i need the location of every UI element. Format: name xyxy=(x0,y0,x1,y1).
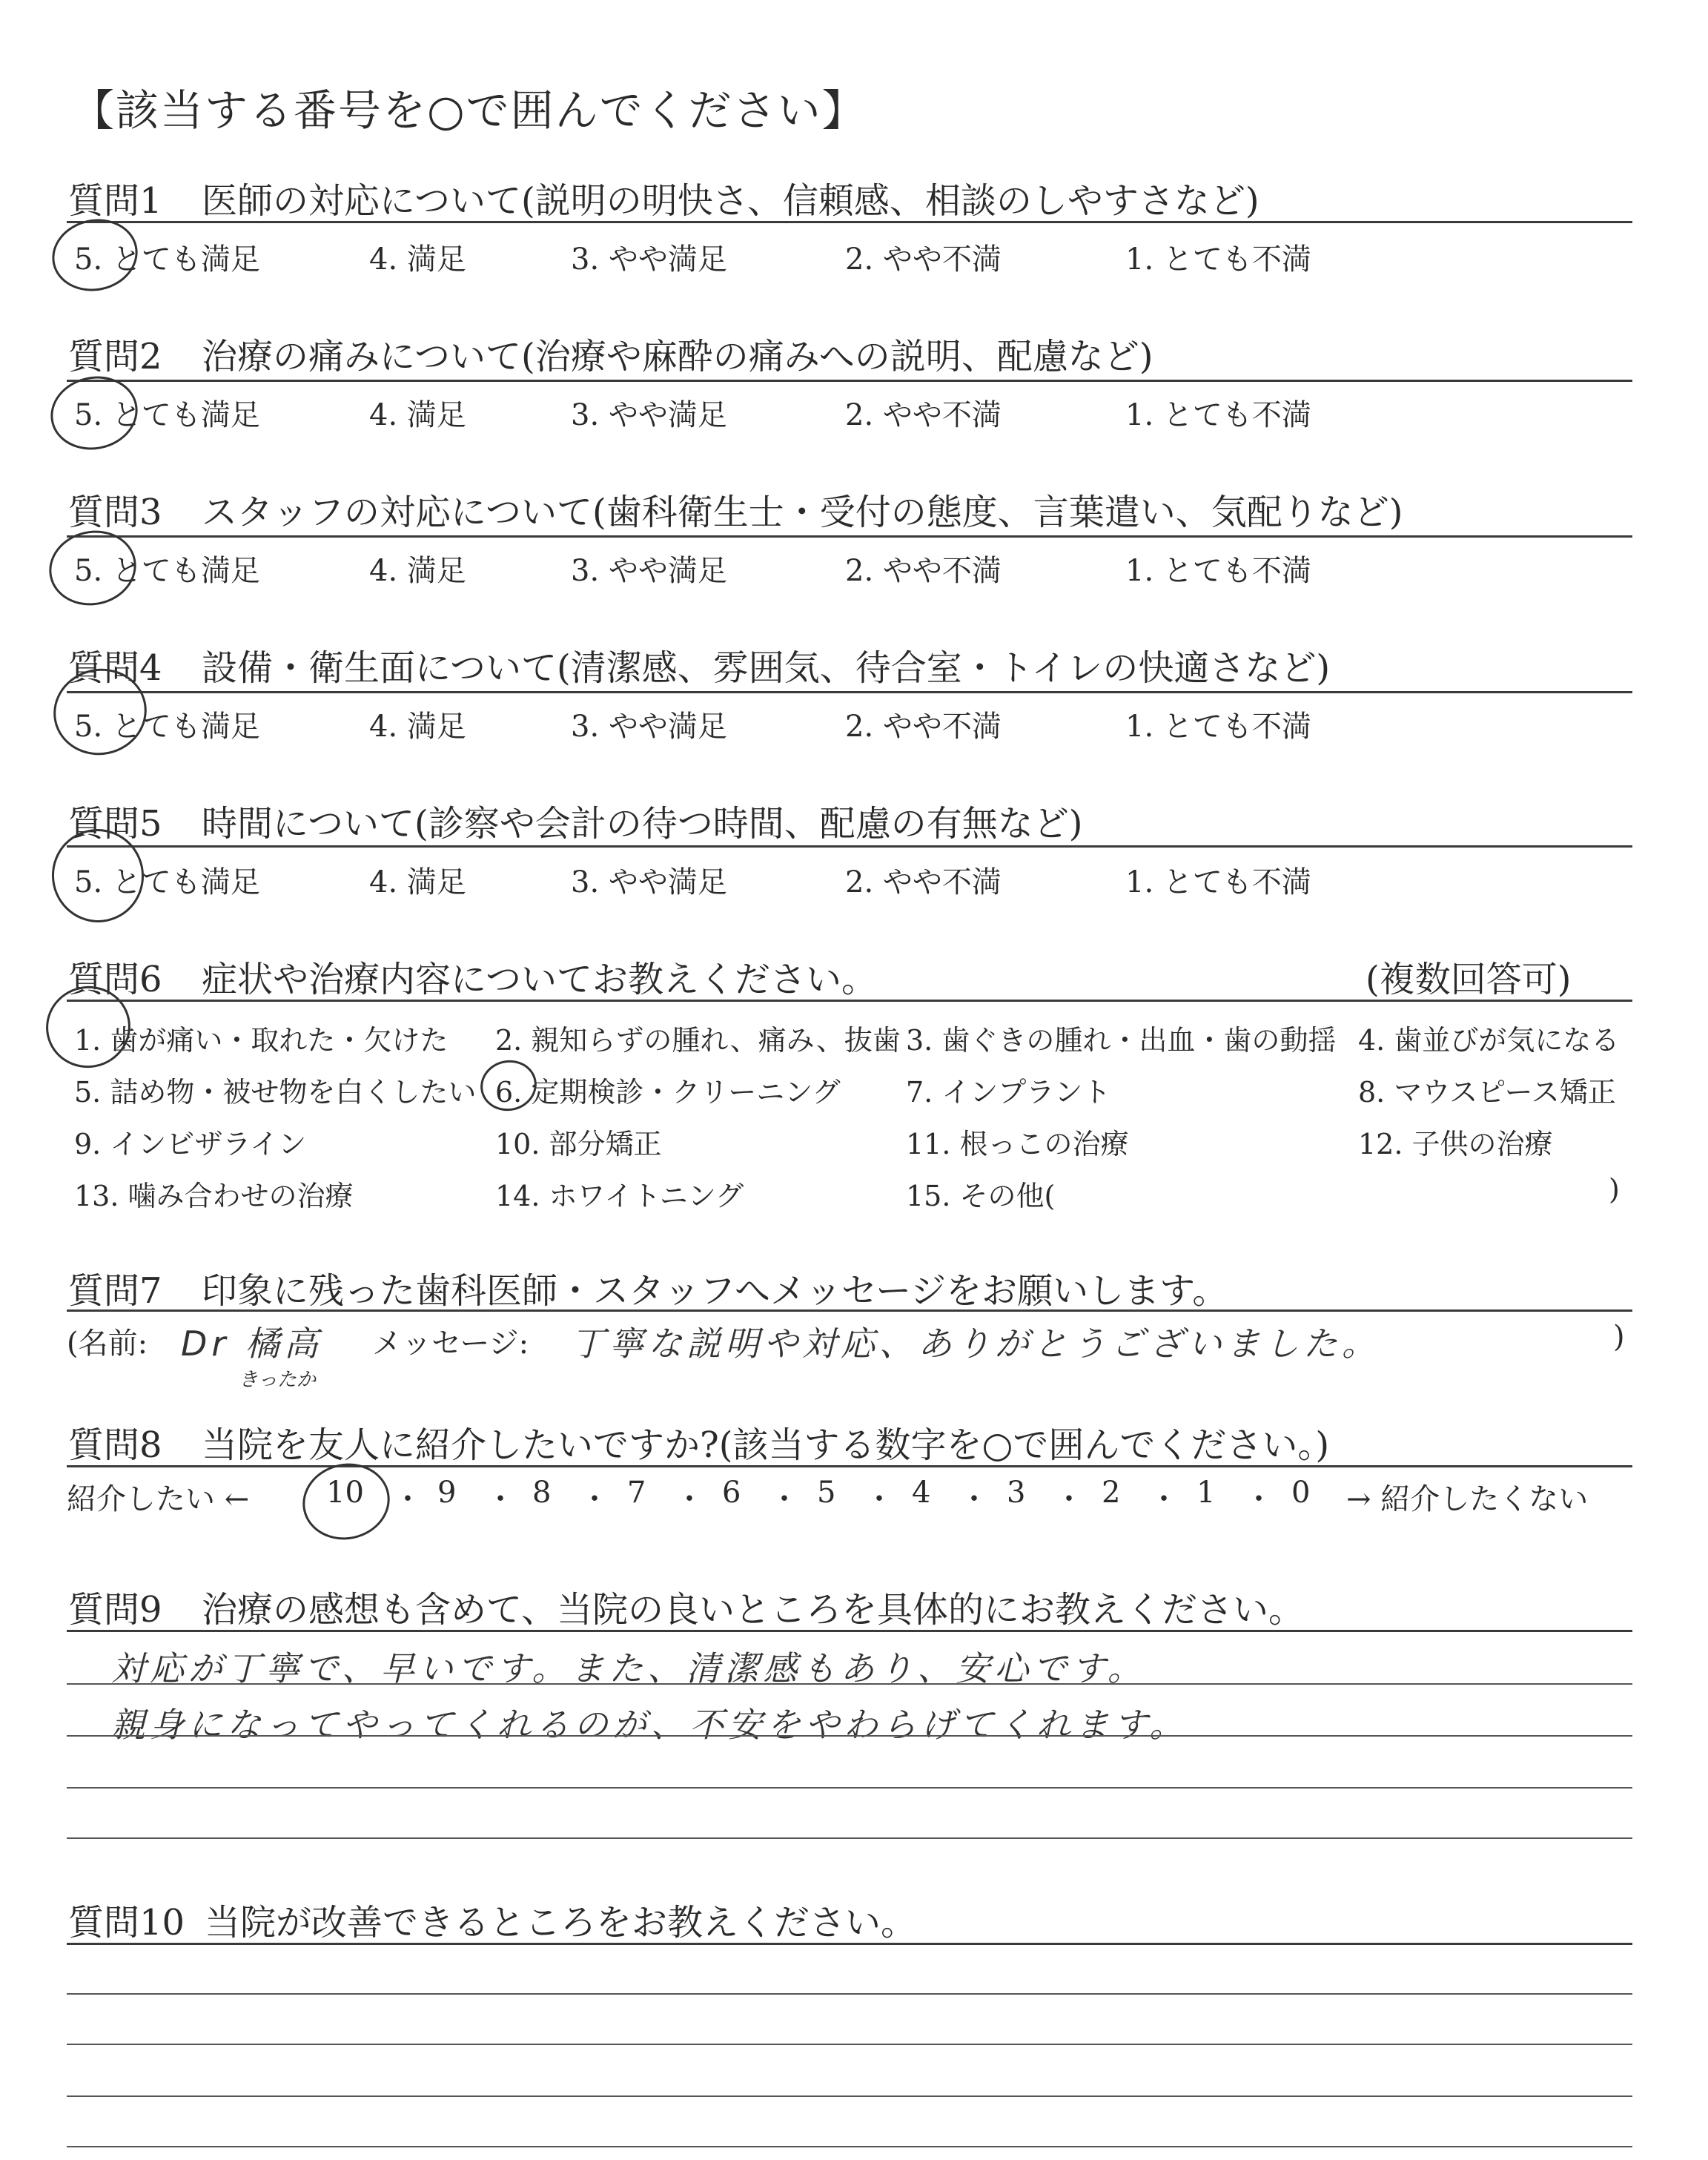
q10-text: 当院が改善できるところをお教えください。 xyxy=(205,1902,917,1943)
q3-option-5[interactable]: 5. とても満足 xyxy=(74,554,260,588)
q1-option-3[interactable]: 3. やや満足 xyxy=(571,242,727,277)
q6-option-7[interactable]: 7. インプラント xyxy=(906,1076,1111,1109)
q1-option-4[interactable]: 4. 満足 xyxy=(369,242,466,277)
q8-score-0[interactable]: 0 xyxy=(1291,1476,1311,1510)
q8-score-2[interactable]: 2 xyxy=(1102,1476,1121,1510)
q6-text: 症状や治療内容についてお教えください。 xyxy=(202,959,878,1000)
q2-option-5[interactable]: 5. とても満足 xyxy=(74,398,260,432)
q7-name-value[interactable]: Dr 橘高 xyxy=(181,1324,322,1364)
q4-option-4[interactable]: 4. 満足 xyxy=(369,710,466,744)
page-title: 【該当する番号を○で囲んでください】 xyxy=(71,85,867,136)
q9-label: 質問9 xyxy=(68,1589,162,1631)
q10-label: 質問10 xyxy=(68,1902,185,1943)
q7-message-value[interactable]: 丁寧な説明や対応、ありがとうございました。 xyxy=(571,1324,1380,1364)
q1-option-2[interactable]: 2. やや不満 xyxy=(845,242,1002,277)
q9-answer-line-2[interactable]: 親身になってやってくれるのが、不安をやわらげてくれます。 xyxy=(111,1705,1188,1745)
q1-option-5[interactable]: 5. とても満足 xyxy=(74,242,260,277)
q8-sep-7: ・ xyxy=(959,1482,989,1516)
q3-option-1[interactable]: 1. とても不満 xyxy=(1125,554,1311,588)
q8-score-3[interactable]: 3 xyxy=(1007,1476,1026,1510)
q6-option-10[interactable]: 10. 部分矯正 xyxy=(495,1128,662,1160)
q8-right-label: → 紹介したくない xyxy=(1346,1482,1589,1516)
q8-score-1[interactable]: 1 xyxy=(1196,1476,1216,1510)
q8-selection-circle xyxy=(296,1456,397,1548)
q6-option-12[interactable]: 12. 子供の治療 xyxy=(1358,1128,1553,1160)
q5-option-5[interactable]: 5. とても満足 xyxy=(74,865,260,899)
q7-close: ) xyxy=(1613,1320,1625,1354)
q8-score-9[interactable]: 9 xyxy=(437,1476,457,1510)
q6-option-14[interactable]: 14. ホワイトニング xyxy=(495,1180,744,1212)
q6-option-15[interactable]: 15. その他( xyxy=(906,1180,1056,1212)
q7-name-label: (名前: xyxy=(67,1327,148,1361)
q8-sep-3: ・ xyxy=(580,1482,609,1516)
q3-option-3[interactable]: 3. やや満足 xyxy=(571,554,727,588)
q3-text: スタッフの対応について(歯科衛生士・受付の態度、言葉遣い、気配りなど) xyxy=(202,492,1403,533)
q1-selection-circle xyxy=(45,211,144,299)
q1-label: 質問1 xyxy=(68,180,162,222)
q6-option-11[interactable]: 11. 根っこの治療 xyxy=(906,1128,1129,1160)
q1-option-1[interactable]: 1. とても不満 xyxy=(1125,242,1311,277)
q8-sep-8: ・ xyxy=(1054,1482,1084,1516)
q2-label: 質問2 xyxy=(68,336,162,377)
q8-sep-5: ・ xyxy=(769,1482,799,1516)
q2-option-1[interactable]: 1. とても不満 xyxy=(1125,398,1311,432)
q7-name-reading: きったか xyxy=(239,1369,317,1391)
q6-option-1[interactable]: 1. 歯が痛い・取れた・欠けた xyxy=(74,1024,448,1057)
q8-sep-2: ・ xyxy=(486,1482,515,1516)
q7-text: 印象に残った歯科医師・スタッフへメッセージをお願いします。 xyxy=(202,1270,1228,1312)
q8-text: 当院を友人に紹介したいですか?(該当する数字を○で囲んでください。) xyxy=(202,1424,1330,1466)
q6-option-6[interactable]: 6. 定期検診・クリーニング xyxy=(495,1076,841,1109)
q6-option-8[interactable]: 8. マウスピース矯正 xyxy=(1358,1076,1616,1109)
q1-text: 医師の対応について(説明の明快さ、信頼感、相談のしやすさなど) xyxy=(202,180,1260,222)
q5-option-1[interactable]: 1. とても不満 xyxy=(1125,865,1311,899)
q9-answer-line-1[interactable]: 対応が丁寧で、早いです。また、清潔感もあり、安心です。 xyxy=(111,1648,1146,1688)
q5-option-4[interactable]: 4. 満足 xyxy=(369,865,466,899)
q2-option-3[interactable]: 3. やや満足 xyxy=(571,398,727,432)
q6-option-9[interactable]: 9. インビザライン xyxy=(74,1128,307,1160)
q8-score-6[interactable]: 6 xyxy=(722,1476,741,1510)
q2-text: 治療の痛みについて(治療や麻酔の痛みへの説明、配慮など) xyxy=(202,336,1153,377)
q4-option-5[interactable]: 5. とても満足 xyxy=(74,710,260,744)
q5-option-3[interactable]: 3. やや満足 xyxy=(571,865,727,899)
q8-score-10[interactable]: 10 xyxy=(326,1476,364,1510)
q8-score-8[interactable]: 8 xyxy=(532,1476,552,1510)
q6-option-4[interactable]: 4. 歯並びが気になる xyxy=(1358,1024,1620,1057)
q8-sep-4: ・ xyxy=(675,1482,704,1516)
q8-label: 質問8 xyxy=(68,1424,162,1466)
q4-option-2[interactable]: 2. やや不満 xyxy=(845,710,1002,744)
q7-message-label: メッセージ: xyxy=(372,1327,529,1361)
q6-label: 質問6 xyxy=(68,959,162,1000)
q8-sep-6: ・ xyxy=(864,1482,894,1516)
q4-text: 設備・衛生面について(清潔感、雰囲気、待合室・トイレの快適さなど) xyxy=(202,647,1331,689)
q8-score-7[interactable]: 7 xyxy=(627,1476,646,1510)
q4-option-3[interactable]: 3. やや満足 xyxy=(571,710,727,744)
q8-sep-1: ・ xyxy=(393,1482,423,1516)
q5-text: 時間について(診察や会計の待つ時間、配慮の有無など) xyxy=(202,803,1083,845)
q4-label: 質問4 xyxy=(68,647,162,689)
q7-label: 質問7 xyxy=(68,1270,162,1312)
q5-option-2[interactable]: 2. やや不満 xyxy=(845,865,1002,899)
q6-option-2[interactable]: 2. 親知らずの腫れ、痛み、抜歯 xyxy=(495,1024,901,1057)
q9-text: 治療の感想も含めて、当院の良いところを具体的にお教えください。 xyxy=(202,1589,1305,1631)
q8-score-5[interactable]: 5 xyxy=(817,1476,836,1510)
q3-label: 質問3 xyxy=(68,492,162,533)
q2-option-4[interactable]: 4. 満足 xyxy=(369,398,466,432)
q6-note: (複数回答可) xyxy=(1366,959,1572,1000)
q8-sep-9: ・ xyxy=(1149,1482,1179,1516)
q6-option-3[interactable]: 3. 歯ぐきの腫れ・出血・歯の動揺 xyxy=(906,1024,1337,1057)
q8-left-label: 紹介したい ← xyxy=(67,1482,250,1516)
q3-option-2[interactable]: 2. やや不満 xyxy=(845,554,1002,588)
q6-option-13[interactable]: 13. 噛み合わせの治療 xyxy=(74,1180,354,1212)
q8-score-4[interactable]: 4 xyxy=(912,1476,931,1510)
q6-option-15-close: ) xyxy=(1609,1173,1620,1206)
q5-label: 質問5 xyxy=(68,803,162,845)
q2-option-2[interactable]: 2. やや不満 xyxy=(845,398,1002,432)
q6-option-5[interactable]: 5. 詰め物・被せ物を白くしたい xyxy=(74,1076,477,1109)
q8-sep-10: ・ xyxy=(1244,1482,1274,1516)
q3-option-4[interactable]: 4. 満足 xyxy=(369,554,466,588)
q4-option-1[interactable]: 1. とても不満 xyxy=(1125,710,1311,744)
